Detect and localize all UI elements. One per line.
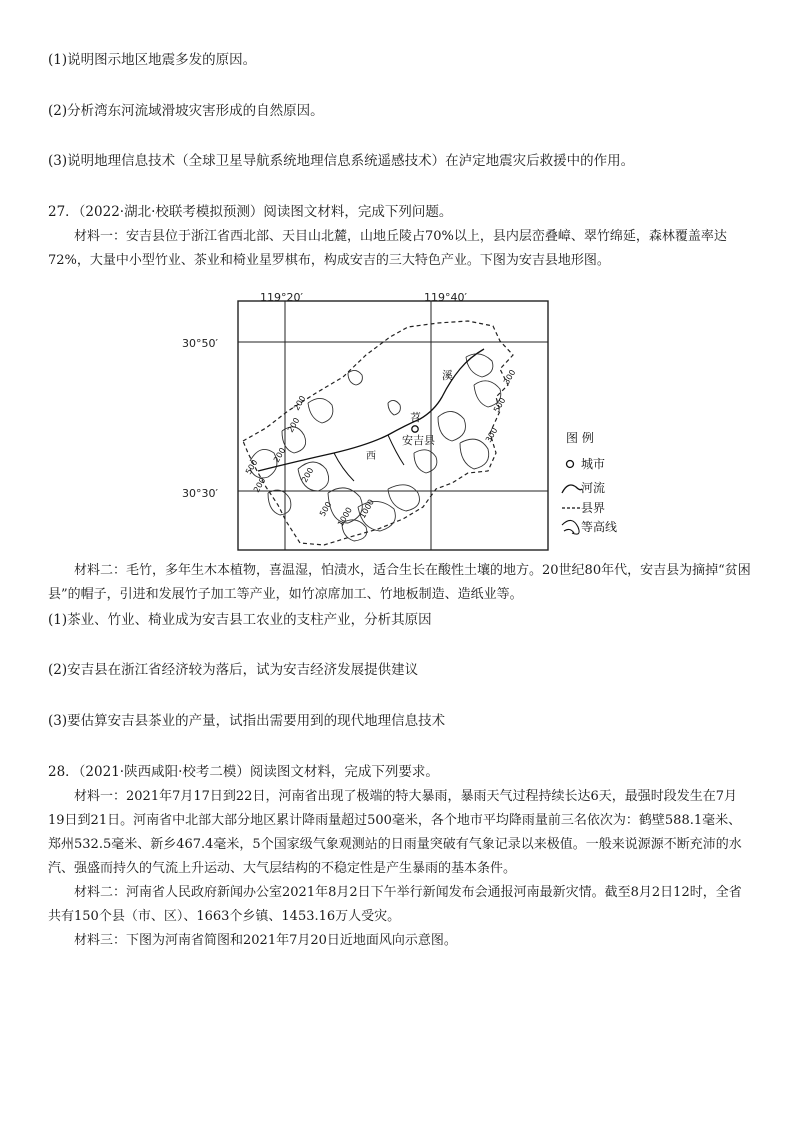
city-label: 安吉县: [402, 434, 435, 447]
contour-label: 1000: [357, 497, 376, 520]
contour-label: 500: [317, 500, 334, 518]
contour-label: 200: [251, 476, 268, 494]
q26-sub1: (1)说明图示地区地震多发的原因。: [48, 52, 257, 68]
river-label-xi: 溪: [442, 369, 453, 382]
river-label-tiao: 苕: [410, 411, 421, 424]
q27-material1: 材料一：安吉县位于浙江省西北部、天目山北麓，山地丘陵占70%以上，县内层峦叠嶂、翠竹绵延，森林覆盖率达72%，大量中小型竹业、茶业和椅业星罗棋布，构成安吉的三大特色产业。下图为安吉县地形图。: [48, 229, 727, 268]
q27-sub1: (1)茶业、竹业、椅业成为安吉县工农业的支柱产业，分析其原因: [48, 612, 432, 628]
q28-material1: 材料一：2021年7月17日到22日，河南省出现了极端的特大暴雨，暴雨天气过程持续长达6天，最强时段发生在7月19日到21日。河南省中北部大部分地区累计降雨量超过500毫米，各个地市平均降雨量前三名依次为：鹤壁588.1毫米、郑州532.5毫米、新乡467.4毫米，5个国家级气象观测站的日雨量突破有气象记录以来极值。一般来说源源不断充沛的水汽、强盛而持久的气流上升运动、大气层结构的不稳定性是产生暴雨的基本条件。: [48, 789, 742, 876]
contour-label: 200: [271, 446, 288, 464]
map-legend: [562, 430, 617, 534]
lat-label-1: 30°50′: [182, 337, 218, 350]
legend-river-icon: [562, 485, 582, 493]
q26-sub3: (3)说明地理信息技术（全球卫星导航系统地理信息系统遥感技术）在泸定地震灾后救援中的作用。: [48, 153, 635, 169]
legend-contour-label: 等高线: [581, 520, 618, 534]
contour-label: 300: [483, 426, 500, 444]
contour-label: 200: [285, 416, 302, 434]
contour-label: 500: [491, 396, 508, 414]
contour-label: 200: [299, 466, 316, 484]
q28-material3: 材料三：下图为河南省简图和2021年7月20日近地面风向示意图。: [74, 933, 457, 948]
q27-sub2: (2)安吉县在浙江省经济较为落后，试为安吉经济发展提供建议: [48, 662, 419, 678]
lat-label-2: 30°30′: [182, 487, 218, 500]
q27-material2: 材料二：毛竹，多年生木本植物，喜温湿，怕渍水，适合生长在酸性土壤的地方。20世纪80年代，安吉县为摘掉“贫困县”的帽子，引进和发展竹子加工等产业，如竹凉席加工、竹地板制造、造纸业等。: [48, 563, 751, 602]
lon-label-2: 119°40′: [424, 291, 467, 304]
anji-city-marker: [412, 426, 418, 432]
q26-sub2: (2)分析湾东河流域滑坡灾害形成的自然原因。: [48, 103, 324, 119]
legend-city-icon: [567, 461, 574, 468]
contour-lines: [250, 354, 501, 541]
legend-city-label: 城市: [581, 457, 606, 471]
legend-contour-icon: [562, 520, 579, 534]
q28-header: 28．（2021·陕西咸阳·校考二模）阅读图文材料，完成下列要求。: [48, 764, 439, 780]
q27-sub3: (3)要估算安吉县茶业的产量，试指出需要用到的现代地理信息技术: [48, 713, 446, 729]
contour-label: 300: [501, 368, 518, 386]
q27-header: 27．（2022·湖北·校联考模拟预测）阅读图文材料，完成下列问题。: [48, 204, 453, 220]
contour-label: 1000: [335, 505, 354, 528]
lon-label-1: 119°20′: [260, 291, 303, 304]
legend-boundary-label: 县界: [581, 501, 606, 515]
river-label-west: 西: [366, 451, 376, 462]
contour-label: 500: [243, 458, 260, 476]
contour-label: 200: [291, 394, 308, 412]
legend-title: 图 例: [566, 431, 594, 445]
anji-terrain-map: [182, 291, 658, 555]
legend-river-label: 河流: [581, 481, 606, 495]
q28-material2: 材料二：河南省人民政府新闻办公室2021年8月2日下午举行新闻发布会通报河南最新灾情。截至8月2日12时，全省共有150个县（市、区）、1663个乡镇、1453.16万人受灾。: [48, 885, 742, 924]
